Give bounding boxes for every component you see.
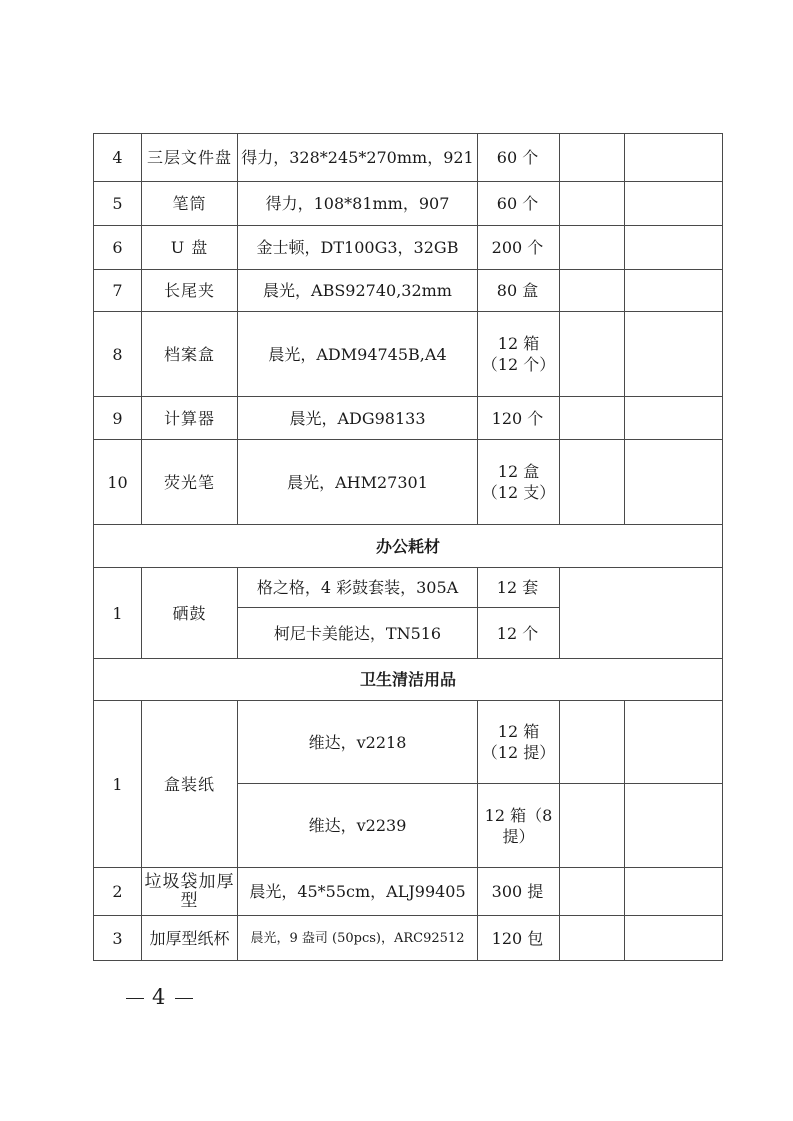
- row-number: 10: [94, 440, 142, 525]
- item-spec: 晨光，ABS92740,32mm: [238, 270, 478, 312]
- item-name: 档案盒: [142, 312, 238, 397]
- item-quantity: 120 个: [478, 397, 560, 440]
- table-row: [94, 916, 723, 961]
- table-row: [94, 270, 723, 312]
- item-quantity: 80 盒: [478, 270, 560, 312]
- footer-dash-left: [126, 998, 144, 999]
- table-row: [94, 701, 723, 784]
- row-number: 2: [94, 868, 142, 916]
- section-row: [94, 659, 723, 701]
- item-spec: 金士顿，DT100G3，32GB: [238, 226, 478, 270]
- blank-cell: [625, 916, 723, 961]
- row-number: 3: [94, 916, 142, 961]
- blank-cell: [625, 440, 723, 525]
- item-name: 长尾夹: [142, 270, 238, 312]
- item-quantity: 12 箱（12 个）: [478, 312, 560, 397]
- blank-cell: [625, 701, 723, 784]
- blank-cell: [560, 134, 625, 182]
- row-number: 9: [94, 397, 142, 440]
- blank-cell: [560, 568, 723, 659]
- item-quantity: 200 个: [478, 226, 560, 270]
- blank-cell: [625, 182, 723, 226]
- table-row: [94, 868, 723, 916]
- blank-cell: [560, 868, 625, 916]
- blank-cell: [560, 226, 625, 270]
- table-row: [94, 397, 723, 440]
- blank-cell: [625, 312, 723, 397]
- item-quantity: 12 盒（12 支）: [478, 440, 560, 525]
- table-row: [94, 182, 723, 226]
- item-quantity: 12 箱（12 提）: [478, 701, 560, 784]
- row-number: 6: [94, 226, 142, 270]
- blank-cell: [560, 916, 625, 961]
- item-name: 加厚型纸杯: [142, 916, 238, 961]
- blank-cell: [560, 440, 625, 525]
- item-name: 硒鼓: [142, 568, 238, 659]
- item-name: 计算器: [142, 397, 238, 440]
- item-name: 笔筒: [142, 182, 238, 226]
- item-name: 盒装纸: [142, 701, 238, 868]
- row-number: 7: [94, 270, 142, 312]
- page-footer: [118, 985, 201, 1009]
- item-spec: 晨光，AHM27301: [238, 440, 478, 525]
- blank-cell: [560, 701, 625, 784]
- blank-cell: [625, 134, 723, 182]
- item-spec: 维达，v2239: [238, 784, 478, 868]
- table-row: [94, 134, 723, 182]
- item-quantity: 12 个: [478, 608, 560, 659]
- blank-cell: [625, 270, 723, 312]
- blank-cell: [560, 270, 625, 312]
- row-number: 5: [94, 182, 142, 226]
- row-number: 4: [94, 134, 142, 182]
- row-number: 8: [94, 312, 142, 397]
- item-spec: 得力，328*245*270mm，921: [238, 134, 478, 182]
- item-quantity: 12 套: [478, 568, 560, 608]
- procurement-table: [93, 133, 723, 961]
- item-name: 三层文件盘: [142, 134, 238, 182]
- table-row: [94, 312, 723, 397]
- footer-dash-right: [175, 998, 193, 999]
- blank-cell: [625, 868, 723, 916]
- blank-cell: [560, 784, 625, 868]
- item-spec: 格之格，4 彩鼓套装，305A: [238, 568, 478, 608]
- table-row: [94, 226, 723, 270]
- blank-cell: [625, 784, 723, 868]
- section-row: [94, 525, 723, 568]
- blank-cell: [560, 397, 625, 440]
- item-quantity: 60 个: [478, 134, 560, 182]
- item-quantity: 12 箱（8 提）: [478, 784, 560, 868]
- table-row: [94, 440, 723, 525]
- item-name: 荧光笔: [142, 440, 238, 525]
- item-quantity: 60 个: [478, 182, 560, 226]
- blank-cell: [625, 226, 723, 270]
- item-quantity: 120 包: [478, 916, 560, 961]
- item-spec: 晨光，9 盎司 (50pcs)，ARC92512: [238, 916, 478, 961]
- item-spec: 晨光，ADG98133: [238, 397, 478, 440]
- item-spec: 柯尼卡美能达，TN516: [238, 608, 478, 659]
- item-spec: 晨光，ADM94745B,A4: [238, 312, 478, 397]
- item-quantity: 300 提: [478, 868, 560, 916]
- blank-cell: [560, 182, 625, 226]
- table-row: [94, 568, 723, 608]
- blank-cell: [560, 312, 625, 397]
- item-spec: 得力，108*81mm，907: [238, 182, 478, 226]
- page-number: 4: [152, 985, 168, 1009]
- blank-cell: [625, 397, 723, 440]
- item-name: U 盘: [142, 226, 238, 270]
- row-number: 1: [94, 701, 142, 868]
- section-heading: 办公耗材: [94, 525, 723, 568]
- section-heading: 卫生清洁用品: [94, 659, 723, 701]
- item-name: 垃圾袋加厚型: [142, 868, 238, 916]
- item-spec: 维达，v2218: [238, 701, 478, 784]
- row-number: 1: [94, 568, 142, 659]
- item-spec: 晨光，45*55cm，ALJ99405: [238, 868, 478, 916]
